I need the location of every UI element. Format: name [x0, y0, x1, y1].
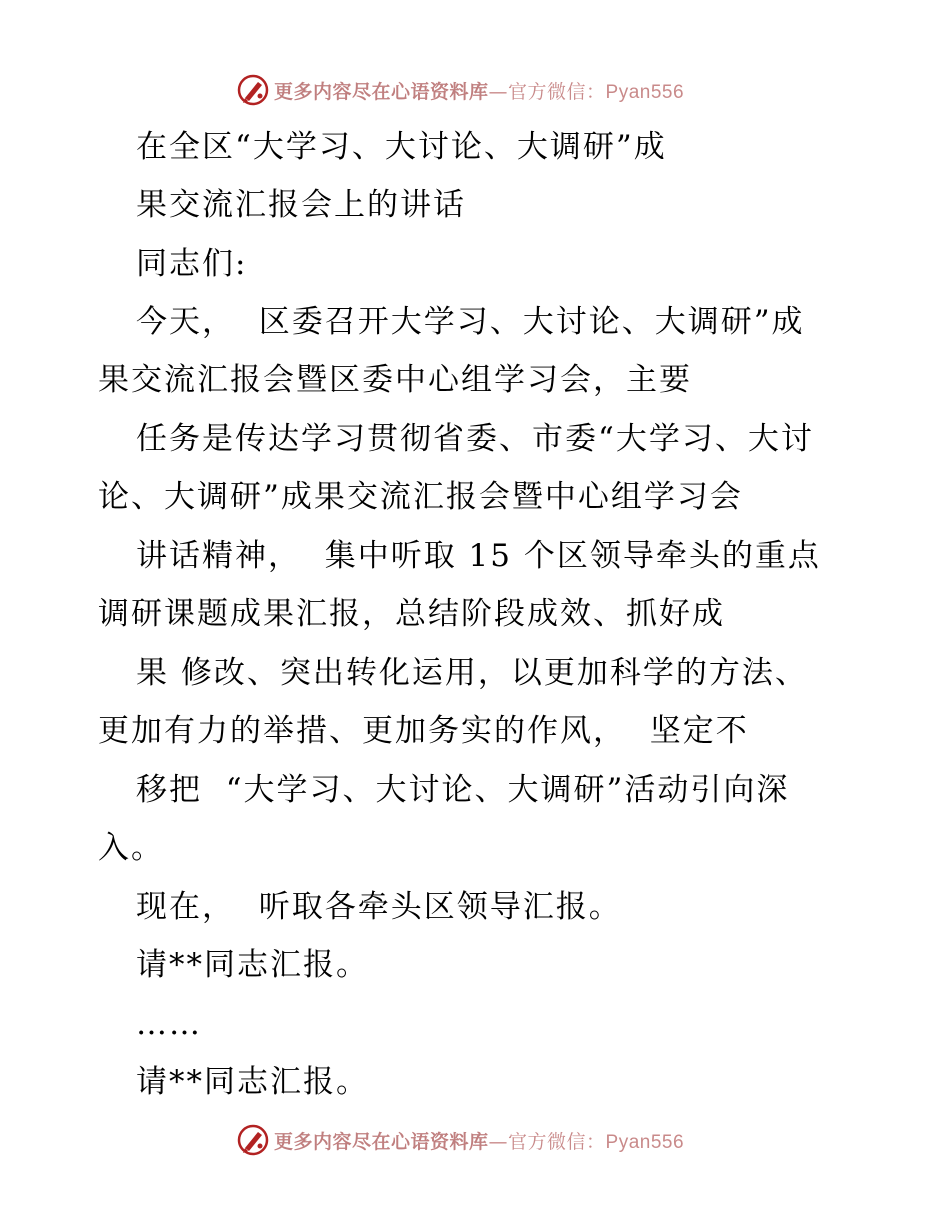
watermark-head: 更多内容尽在心语资料库 [274, 80, 489, 103]
paragraph-line: 论、大调研”成果交流汇报会暨中心组学习会 [98, 479, 743, 515]
watermark-tail: 官方微信： [508, 1130, 606, 1153]
paragraph-line: 请**同志汇报。 [136, 947, 369, 983]
watermark-footer [236, 1122, 684, 1158]
paragraph-line: 现在， 听取各牵头区领导汇报。 [136, 889, 622, 925]
watermark-tail: 官方微信： [508, 80, 606, 103]
pen-circle-logo-icon [236, 73, 270, 107]
title-line-2: 果交流汇报会上的讲话 [136, 187, 466, 223]
paragraph-line: 请**同志汇报。 [136, 1064, 369, 1100]
watermark-head: 更多内容尽在心语资料库 [274, 1130, 489, 1153]
pen-circle-logo-icon [236, 1123, 270, 1157]
watermark-text [274, 77, 684, 104]
paragraph-line: 任务是传达学习贯彻省委、市委“大学习、大讨 [136, 421, 814, 457]
watermark-header [236, 72, 684, 108]
paragraph-line: 今天， 区委召开大学习、大讨论、大调研”成 [136, 304, 805, 340]
watermark-id: Pyan556 [605, 1131, 685, 1153]
paragraph-line: 更加有力的举措、更加务实的作风， 坚定不 [98, 713, 749, 749]
title-line-1: 在全区“大学习、大讨论、大调研”成 [136, 129, 667, 165]
watermark-id: Pyan556 [605, 81, 685, 103]
watermark-dash: — [488, 80, 509, 103]
paragraph-line: 果 修改、突出转化运用，以更加科学的方法、 [136, 655, 808, 691]
watermark-dash: — [488, 1130, 509, 1153]
paragraph-line: 入。 [98, 830, 164, 866]
paragraph-line: 讲话精神， 集中听取 15 个区领导牵头的重点 [136, 538, 821, 574]
ellipsis-line: …… [136, 1006, 202, 1042]
watermark-text [274, 1127, 684, 1154]
paragraph-line: 调研课题成果汇报，总结阶段成效、抓好成 [98, 596, 725, 632]
paragraph-line: 移把 “大学习、大讨论、大调研”活动引向深 [136, 772, 790, 808]
paragraph-line: 果交流汇报会暨区委中心组学习会，主要 [98, 362, 692, 398]
salutation: 同志们: [136, 246, 248, 282]
